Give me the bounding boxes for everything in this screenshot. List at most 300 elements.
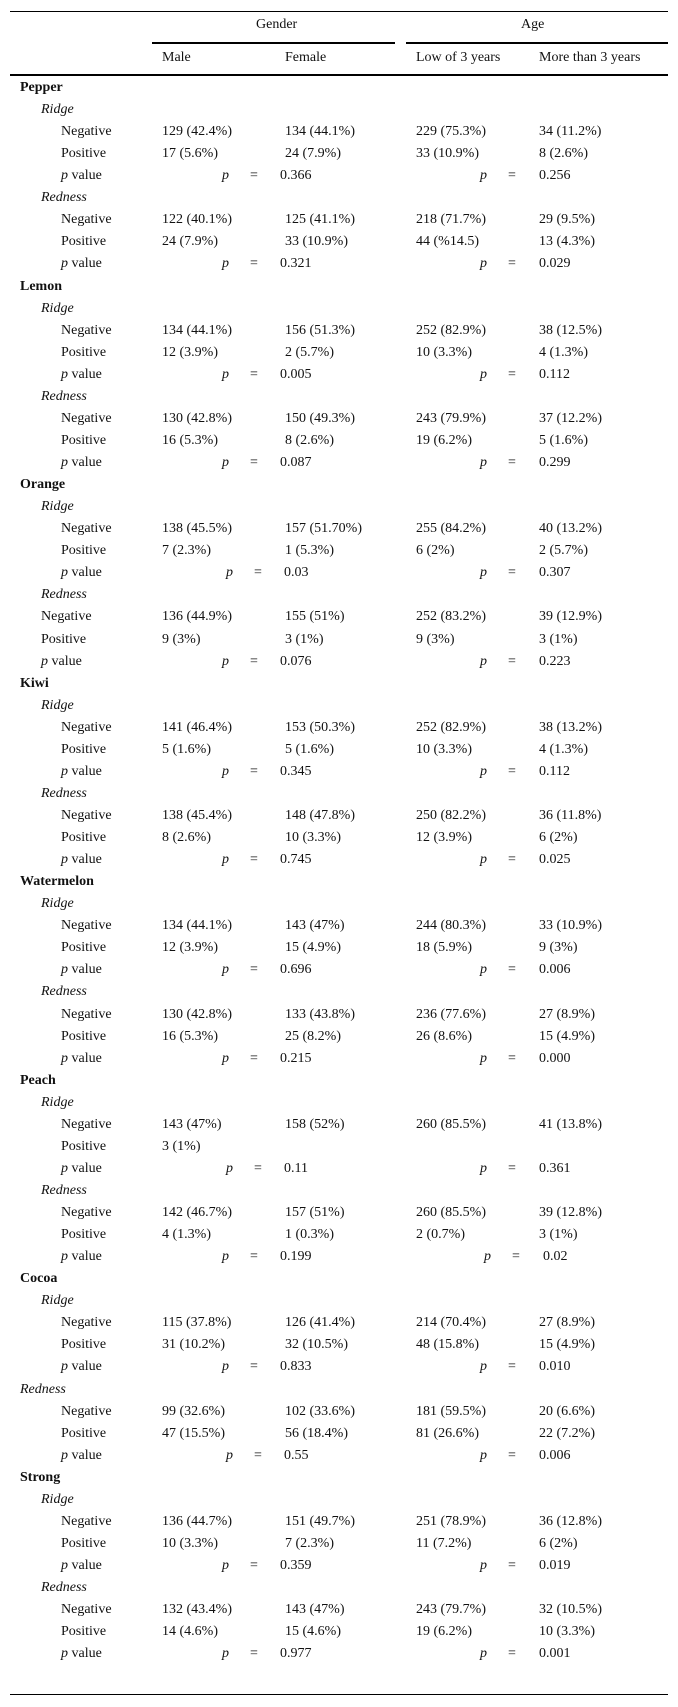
gender-p-value: 0.833 [280,1359,312,1375]
low-3-years-cell: 243 (79.9%) [416,410,486,426]
more-3-years-cell: 15 (4.9%) [539,1337,595,1353]
male-cell: 99 (32.6%) [162,1403,225,1419]
row-label: Negative [61,521,112,537]
female-cell: 15 (4.9%) [285,940,341,956]
table-row-p-value [0,452,678,474]
table-row [0,540,678,562]
p-value-word: value [68,1447,102,1463]
p-value-label [61,1445,102,1467]
age-p-value: 0.000 [539,1050,571,1066]
table-row [0,915,678,937]
row-label: Negative [61,1602,112,1618]
row-label: Positive [61,344,107,360]
age-p-value: 0.299 [539,455,571,471]
more-3-years-cell: 40 (13.2%) [539,521,602,537]
gender-p-value: 0.977 [280,1646,312,1662]
table-row-subcategory [0,496,678,518]
row-label: Positive [61,1227,107,1243]
female-cell: 1 (5.3%) [285,543,334,559]
table-row-p-value [0,1158,678,1180]
table-row-p-value [0,959,678,981]
p-value-label [41,651,82,673]
male-cell: 24 (7.9%) [162,234,218,250]
table-row [0,1202,678,1224]
gender-equals: = [250,366,258,382]
male-cell: 132 (43.4%) [162,1602,232,1618]
p-value-word: value [68,763,102,779]
age-equals: = [508,962,516,978]
gender-p-symbol: p [222,1646,229,1662]
gender-p-symbol: p [222,1359,229,1375]
female-cell: 24 (7.9%) [285,146,341,162]
subcategory-label: Redness [41,190,87,206]
age-p-value: 0.307 [539,565,571,581]
table-row-subcategory [0,298,678,320]
gender-p-value: 0.345 [280,763,312,779]
row-label: Negative [61,410,112,426]
gender-p-value: 0.745 [280,852,312,868]
more-3-years-cell: 20 (6.6%) [539,1403,595,1419]
age-equals: = [508,1558,516,1574]
female-cell: 150 (49.3%) [285,410,355,426]
male-cell: 136 (44.9%) [162,609,232,625]
male-cell: 134 (44.1%) [162,918,232,934]
p-symbol: p [61,1558,68,1574]
gender-equals: = [250,852,258,868]
table-row-p-value [0,562,678,584]
male-cell: 115 (37.8%) [162,1315,232,1331]
category-label: Lemon [20,278,62,294]
low-3-years-cell: 9 (3%) [416,631,455,647]
age-p-value: 0.256 [539,168,571,184]
female-cell: 153 (50.3%) [285,719,355,735]
gender-equals: = [254,1447,262,1463]
p-value-label [61,1158,102,1180]
table-row-subcategory [0,187,678,209]
p-value-word: value [68,1249,102,1265]
male-cell: 10 (3.3%) [162,1535,218,1551]
table-top-rule [10,11,668,12]
table-row [0,629,678,651]
male-cell: 138 (45.5%) [162,521,232,537]
header-male: Male [162,50,191,65]
low-3-years-cell: 252 (82.9%) [416,322,486,338]
male-cell: 129 (42.4%) [162,124,232,140]
p-value-word: value [68,1558,102,1574]
p-value-label [61,1048,102,1070]
p-symbol: p [61,366,68,382]
gender-p-symbol: p [222,1558,229,1574]
row-label: Positive [61,234,107,250]
female-cell: 3 (1%) [285,631,324,647]
age-group-rule [406,42,668,44]
p-value-label [61,562,102,584]
age-p-symbol: p [480,1050,487,1066]
p-value-word: value [48,653,82,669]
p-symbol: p [61,962,68,978]
table-row-subcategory [0,1290,678,1312]
gender-equals: = [250,1249,258,1265]
more-3-years-cell: 22 (7.2%) [539,1425,595,1441]
table-row-subcategory [0,1180,678,1202]
gender-p-value: 0.215 [280,1050,312,1066]
male-cell: 14 (4.6%) [162,1624,218,1640]
male-cell: 130 (42.8%) [162,1006,232,1022]
low-3-years-cell: 26 (8.6%) [416,1028,472,1044]
male-cell: 12 (3.9%) [162,344,218,360]
table-row [0,1423,678,1445]
gender-p-value: 0.076 [280,653,312,669]
table-row-subcategory [0,1092,678,1114]
row-label: Positive [41,631,87,647]
female-cell: 158 (52%) [285,1116,345,1132]
age-p-value: 0.112 [539,366,570,382]
low-3-years-cell: 18 (5.9%) [416,940,472,956]
gender-p-symbol: p [222,455,229,471]
p-value-label [61,253,102,275]
p-value-word: value [68,1646,102,1662]
header-group-gender: Gender [256,17,298,32]
row-label: Positive [61,432,107,448]
age-p-value: 0.025 [539,852,571,868]
table-row [0,231,678,253]
male-cell: 12 (3.9%) [162,940,218,956]
low-3-years-cell: 260 (85.5%) [416,1205,486,1221]
gender-p-symbol: p [222,1249,229,1265]
table-row [0,1401,678,1423]
male-cell: 8 (2.6%) [162,830,211,846]
low-3-years-cell: 19 (6.2%) [416,1624,472,1640]
low-3-years-cell: 181 (59.5%) [416,1403,486,1419]
header-low-3-years: Low of 3 years [416,50,501,65]
more-3-years-cell: 27 (8.9%) [539,1006,595,1022]
p-value-word: value [68,256,102,272]
subcategory-label: Redness [41,785,87,801]
p-value-word: value [68,1359,102,1375]
female-cell: 133 (43.8%) [285,1006,355,1022]
more-3-years-cell: 39 (12.8%) [539,1205,602,1221]
table-row [0,408,678,430]
table-row-category [0,276,678,298]
category-label: Watermelon [20,874,94,890]
age-p-symbol: p [480,852,487,868]
male-cell: 9 (3%) [162,631,201,647]
more-3-years-cell: 39 (12.9%) [539,609,602,625]
male-cell: 122 (40.1%) [162,212,232,228]
female-cell: 15 (4.6%) [285,1624,341,1640]
row-label: Positive [61,146,107,162]
gender-p-symbol: p [222,1050,229,1066]
row-label: Negative [61,1513,112,1529]
more-3-years-cell: 27 (8.9%) [539,1315,595,1331]
gender-p-symbol: p [226,565,233,581]
gender-equals: = [250,1646,258,1662]
gender-p-value: 0.03 [284,565,309,581]
p-symbol: p [41,653,48,669]
gender-equals: = [250,653,258,669]
table-row-subcategory [0,1577,678,1599]
table-row [0,606,678,628]
male-cell: 130 (42.8%) [162,410,232,426]
age-equals: = [508,1646,516,1662]
p-value-label [61,452,102,474]
female-cell: 102 (33.6%) [285,1403,355,1419]
more-3-years-cell: 13 (4.3%) [539,234,595,250]
subcategory-label: Ridge [41,499,74,515]
row-label: Negative [61,918,112,934]
gender-equals: = [254,565,262,581]
low-3-years-cell: 252 (82.9%) [416,719,486,735]
row-label: Negative [61,1116,112,1132]
gender-p-value: 0.696 [280,962,312,978]
category-label: Orange [20,477,66,493]
age-p-symbol: p [480,168,487,184]
row-label: Negative [61,1403,112,1419]
low-3-years-cell: 19 (6.2%) [416,432,472,448]
low-3-years-cell: 11 (7.2%) [416,1535,472,1551]
age-p-symbol: p [480,256,487,272]
table-row [0,518,678,540]
p-value-label [61,165,102,187]
female-cell: 134 (44.1%) [285,124,355,140]
low-3-years-cell: 10 (3.3%) [416,344,472,360]
more-3-years-cell: 2 (5.7%) [539,543,588,559]
row-label: Positive [61,741,107,757]
p-symbol: p [61,1249,68,1265]
p-symbol: p [61,1359,68,1375]
table-row [0,827,678,849]
table-row-subcategory [0,1489,678,1511]
table-row-p-value [0,165,678,187]
table-row-p-value [0,761,678,783]
age-p-value: 0.019 [539,1558,571,1574]
table-row-p-value [0,651,678,673]
female-cell: 143 (47%) [285,918,345,934]
table-row-category [0,474,678,496]
table-row [0,739,678,761]
age-p-symbol: p [480,1558,487,1574]
gender-group-rule [152,42,395,44]
age-p-symbol: p [480,1359,487,1375]
age-p-value: 0.001 [539,1646,571,1662]
low-3-years-cell: 243 (79.7%) [416,1602,486,1618]
gender-p-value: 0.55 [284,1447,309,1463]
p-symbol: p [61,565,68,581]
table-row [0,1004,678,1026]
age-equals: = [508,852,516,868]
age-equals: = [508,1050,516,1066]
subcategory-label: Redness [41,984,87,1000]
gender-p-symbol: p [222,366,229,382]
row-label: Negative [61,322,112,338]
table-row [0,143,678,165]
table-row [0,1114,678,1136]
category-label: Cocoa [20,1271,58,1287]
age-p-value: 0.010 [539,1359,571,1375]
age-p-symbol: p [480,1160,487,1176]
p-symbol: p [61,256,68,272]
age-equals: = [508,455,516,471]
more-3-years-cell: 38 (12.5%) [539,322,602,338]
table-row [0,430,678,452]
more-3-years-cell: 8 (2.6%) [539,146,588,162]
subcategory-label: Ridge [41,896,74,912]
table-row-subcategory [0,99,678,121]
age-equals: = [508,168,516,184]
low-3-years-cell: 12 (3.9%) [416,830,472,846]
female-cell: 151 (49.7%) [285,1513,355,1529]
female-cell: 8 (2.6%) [285,432,334,448]
age-p-symbol: p [480,763,487,779]
table-bottom-rule [10,1694,668,1695]
table-row [0,209,678,231]
p-value-word: value [68,565,102,581]
age-p-symbol: p [480,1646,487,1662]
p-value-label [61,1555,102,1577]
male-cell: 31 (10.2%) [162,1337,225,1353]
age-equals: = [512,1249,520,1265]
table-row [0,1224,678,1246]
gender-p-symbol: p [226,1447,233,1463]
gender-equals: = [250,763,258,779]
age-equals: = [508,366,516,382]
table-row [0,1533,678,1555]
age-p-symbol: p [480,653,487,669]
age-p-symbol: p [480,455,487,471]
p-value-word: value [68,962,102,978]
low-3-years-cell: 236 (77.6%) [416,1006,486,1022]
age-equals: = [508,1359,516,1375]
header-bottom-rule [10,74,668,76]
row-label: Positive [61,1535,107,1551]
table-row-category [0,1467,678,1489]
male-cell: 141 (46.4%) [162,719,232,735]
more-3-years-cell: 33 (10.9%) [539,918,602,934]
table-row-subcategory [0,783,678,805]
gender-equals: = [250,168,258,184]
age-equals: = [508,565,516,581]
age-p-symbol: p [480,1447,487,1463]
male-cell: 136 (44.7%) [162,1513,232,1529]
p-value-label [61,959,102,981]
age-p-symbol: p [484,1249,491,1265]
male-cell: 138 (45.4%) [162,807,232,823]
category-label: Pepper [20,80,63,95]
row-label: Negative [61,1006,112,1022]
more-3-years-cell: 5 (1.6%) [539,432,588,448]
table-row-category [0,1070,678,1092]
p-value-label [61,849,102,871]
table-row-subcategory [0,981,678,1003]
subcategory-label: Ridge [41,1094,74,1110]
female-cell: 32 (10.5%) [285,1337,348,1353]
more-3-years-cell: 32 (10.5%) [539,1602,602,1618]
female-cell: 33 (10.9%) [285,234,348,250]
gender-p-symbol: p [222,653,229,669]
p-value-label [61,1643,102,1665]
header-female: Female [285,50,327,65]
low-3-years-cell: 251 (78.9%) [416,1513,486,1529]
table-row-p-value [0,364,678,386]
p-symbol: p [61,455,68,471]
table-row-subcategory [0,584,678,606]
p-value-label [61,1246,102,1268]
male-cell: 134 (44.1%) [162,322,232,338]
table-row [0,342,678,364]
p-value-word: value [68,1050,102,1066]
more-3-years-cell: 41 (13.8%) [539,1116,602,1132]
category-label: Peach [20,1072,56,1088]
subcategory-label: Redness [41,388,87,404]
age-equals: = [508,1447,516,1463]
low-3-years-cell: 250 (82.2%) [416,807,486,823]
female-cell: 7 (2.3%) [285,1535,334,1551]
table-row-subcategory [0,1379,678,1401]
low-3-years-cell: 214 (70.4%) [416,1315,486,1331]
table-row [0,805,678,827]
age-equals: = [508,653,516,669]
male-cell: 16 (5.3%) [162,432,218,448]
male-cell: 4 (1.3%) [162,1227,211,1243]
male-cell: 7 (2.3%) [162,543,211,559]
low-3-years-cell: 44 (%14.5) [416,234,479,250]
more-3-years-cell: 3 (1%) [539,631,578,647]
table-row [0,1621,678,1643]
subcategory-label: Ridge [41,1491,74,1507]
more-3-years-cell: 4 (1.3%) [539,344,588,360]
row-label: Negative [61,1205,112,1221]
gender-p-value: 0.321 [280,256,312,272]
table-row-category [0,871,678,893]
table-row [0,1599,678,1621]
age-p-value: 0.02 [543,1249,568,1265]
table-row-subcategory [0,695,678,717]
gender-p-symbol: p [222,168,229,184]
table-row-category [0,673,678,695]
female-cell: 155 (51%) [285,609,345,625]
male-cell: 16 (5.3%) [162,1028,218,1044]
gender-p-symbol: p [222,962,229,978]
gender-equals: = [250,455,258,471]
more-3-years-cell: 34 (11.2%) [539,124,602,140]
female-cell: 156 (51.3%) [285,322,355,338]
table-row [0,320,678,342]
male-cell: 3 (1%) [162,1138,201,1154]
female-cell: 148 (47.8%) [285,807,355,823]
age-equals: = [508,256,516,272]
low-3-years-cell: 10 (3.3%) [416,741,472,757]
male-cell: 143 (47%) [162,1116,222,1132]
gender-p-symbol: p [222,852,229,868]
p-value-word: value [68,852,102,868]
table-row-p-value [0,849,678,871]
row-label: Negative [61,807,112,823]
p-symbol: p [61,763,68,779]
more-3-years-cell: 9 (3%) [539,940,578,956]
low-3-years-cell: 6 (2%) [416,543,455,559]
p-value-word: value [68,1160,102,1176]
row-label: Positive [61,1425,107,1441]
table-row-p-value [0,1356,678,1378]
age-equals: = [508,1160,516,1176]
row-label: Positive [61,543,107,559]
age-p-value: 0.006 [539,962,571,978]
age-p-symbol: p [480,962,487,978]
male-cell: 142 (46.7%) [162,1205,232,1221]
gender-p-value: 0.005 [280,366,312,382]
p-value-label [61,364,102,386]
subcategory-label: Ridge [41,300,74,316]
